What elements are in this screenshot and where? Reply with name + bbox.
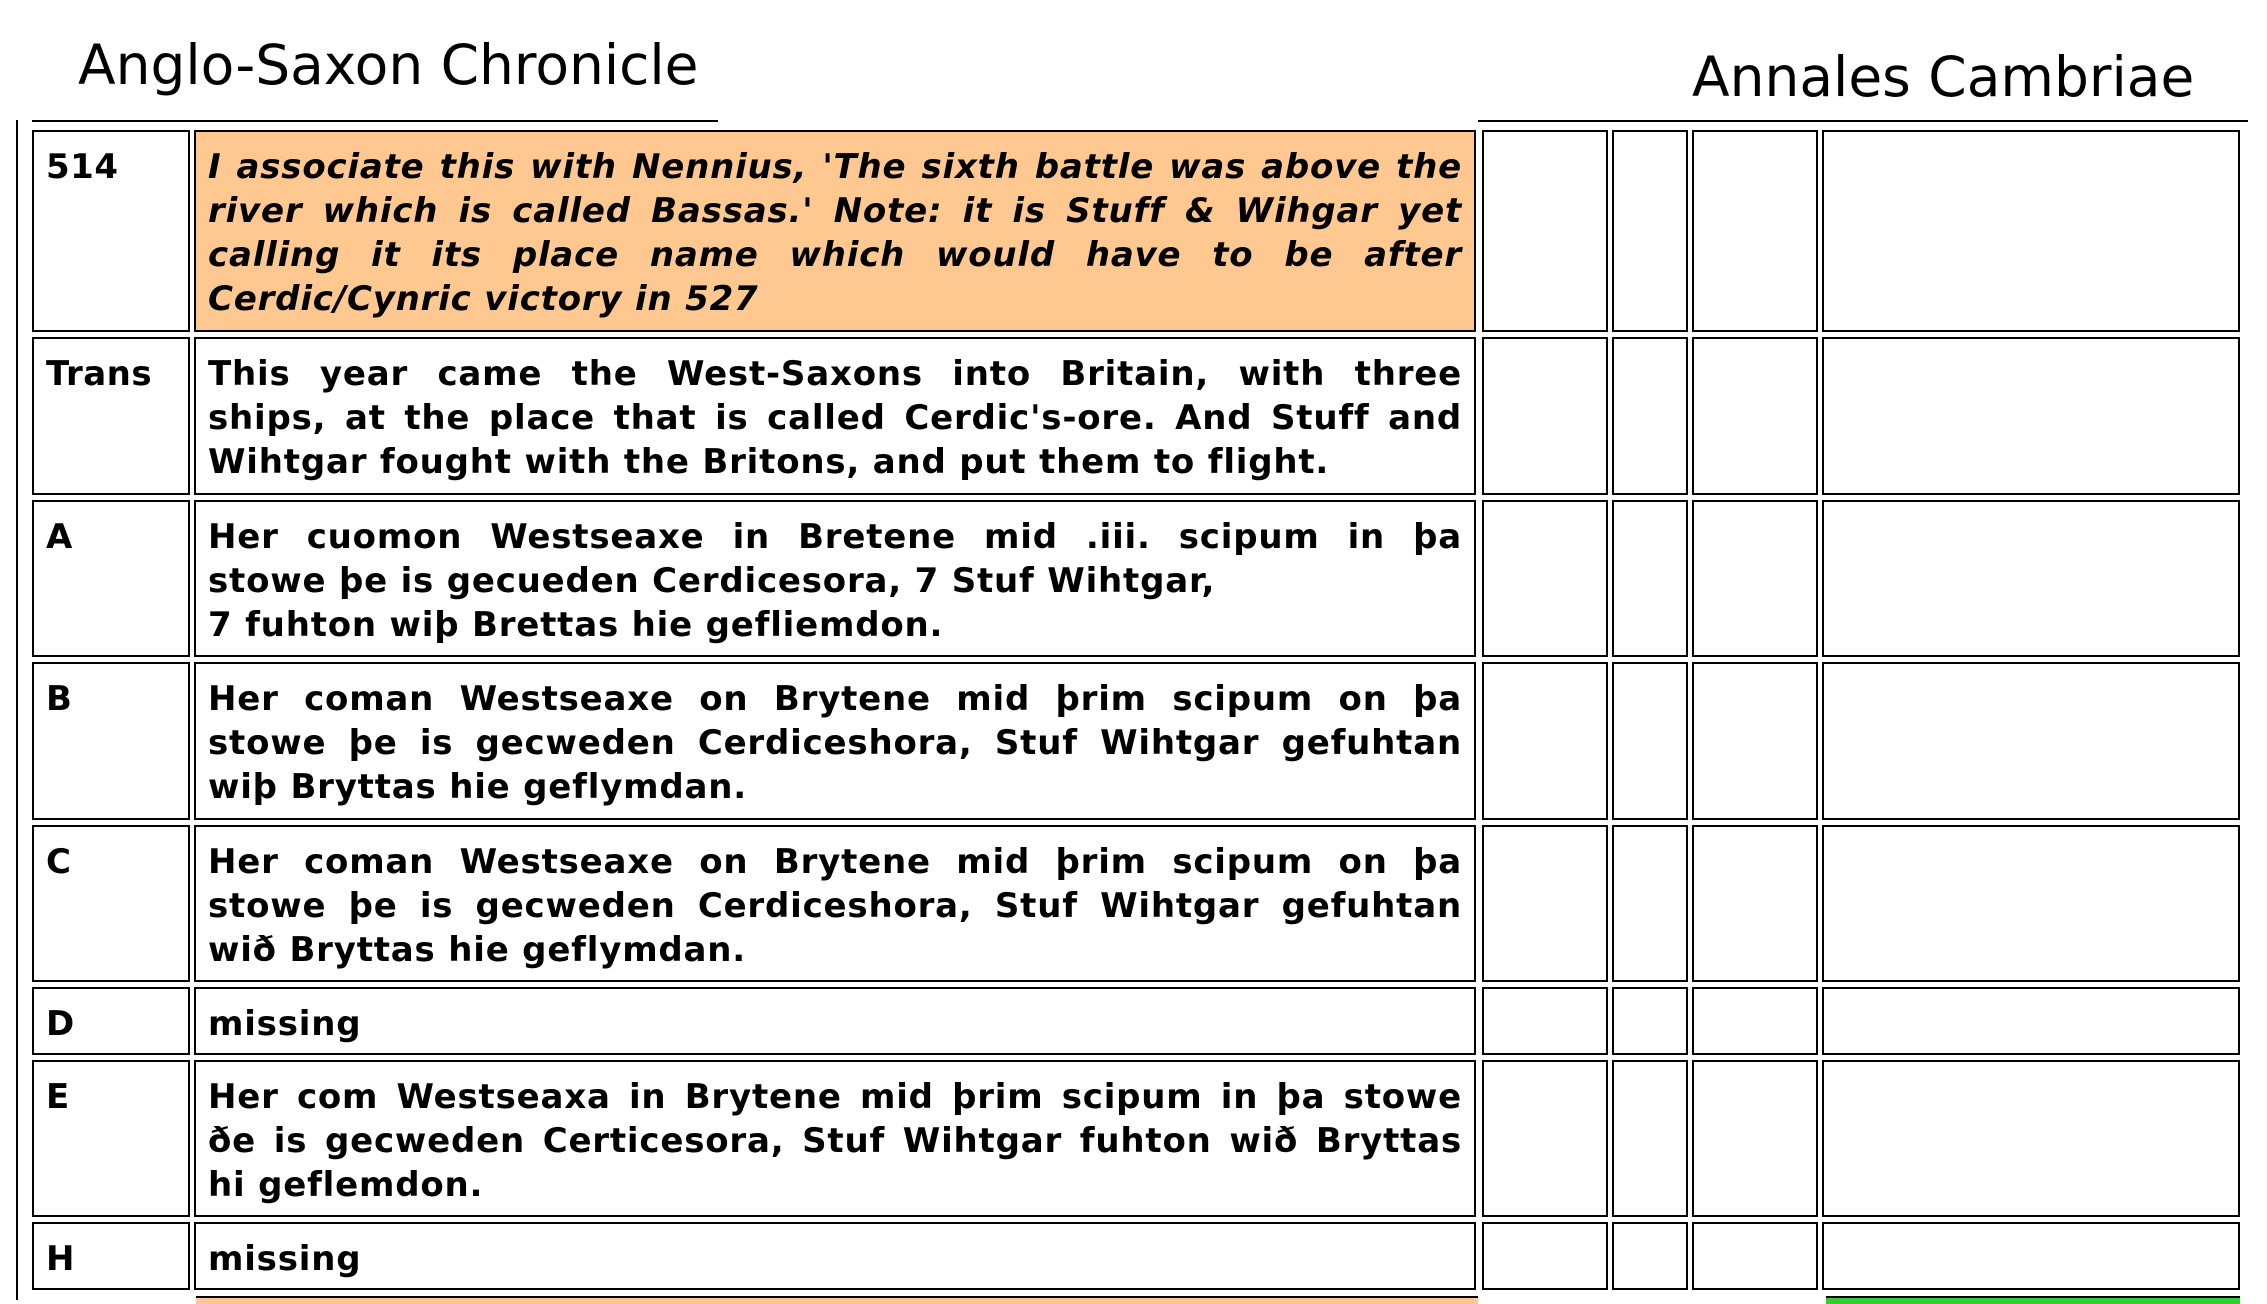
empty-cell bbox=[1692, 337, 1818, 495]
text-line: stowe þe is gecweden Cerdiceshora, Stuf Wihtgar gefuhtan bbox=[208, 723, 1462, 763]
row-label: D bbox=[32, 987, 190, 1055]
row-label: 514 bbox=[32, 130, 190, 332]
text-line: Her com Westseaxa in Brytene mid þrim scipum in þa stowe bbox=[208, 1077, 1462, 1117]
empty-cell bbox=[1822, 337, 2240, 495]
empty-cell bbox=[1822, 130, 2240, 332]
text-line: river which is called Bassas.' Note: it is Stuff & Wihgar yet bbox=[208, 191, 1462, 231]
empty-cell bbox=[1822, 825, 2240, 982]
empty-cell bbox=[1692, 987, 1818, 1055]
empty-cell bbox=[1612, 662, 1688, 820]
next-row-green-strip bbox=[1826, 1296, 2240, 1304]
table-outer-edge bbox=[16, 120, 18, 1300]
row-label: E bbox=[32, 1060, 190, 1217]
annales-cambriae-heading: Annales Cambriae bbox=[1692, 45, 2195, 109]
empty-cell bbox=[1822, 987, 2240, 1055]
anglo-saxon-chronicle-heading: Anglo-Saxon Chronicle bbox=[78, 33, 699, 97]
empty-cell bbox=[1482, 130, 1608, 332]
text-line: hi geflemdon. bbox=[208, 1165, 484, 1205]
table-top-rule-left bbox=[32, 120, 718, 122]
text-line: missing bbox=[208, 1239, 362, 1279]
chronicle-text-cell bbox=[194, 662, 1476, 820]
empty-cell bbox=[1692, 130, 1818, 332]
text-line: missing bbox=[208, 1004, 362, 1044]
text-line: wið Bryttas hie geflymdan. bbox=[208, 930, 747, 970]
text-line: Her coman Westseaxe on Brytene mid þrim scipum on þa bbox=[208, 842, 1462, 882]
chronicle-text-cell bbox=[194, 987, 1476, 1055]
empty-cell bbox=[1822, 1060, 2240, 1217]
next-row-note-strip bbox=[196, 1296, 1478, 1304]
text-line: calling it its place name which would have to be after bbox=[208, 235, 1462, 275]
text-line: This year came the West-Saxons into Britain, with three bbox=[208, 354, 1462, 394]
text-line: Her coman Westseaxe on Brytene mid þrim scipum on þa bbox=[208, 679, 1462, 719]
empty-cell bbox=[1692, 1222, 1818, 1290]
empty-cell bbox=[1612, 130, 1688, 332]
empty-cell bbox=[1482, 825, 1608, 982]
text-line: 7 fuhton wiþ Brettas hie gefliemdon. bbox=[208, 605, 944, 645]
empty-cell bbox=[1612, 337, 1688, 495]
text-line: Her cuomon Westseaxe in Bretene mid .iii. scipum in þa bbox=[208, 517, 1462, 557]
row-label: H bbox=[32, 1222, 190, 1290]
chronicle-text-cell bbox=[194, 1060, 1476, 1217]
chronicle-text-cell bbox=[194, 825, 1476, 982]
text-line: ðe is gecweden Certicesora, Stuf Wihtgar fuhton wið Bryttas bbox=[208, 1121, 1462, 1161]
empty-cell bbox=[1612, 1060, 1688, 1217]
text-line: ships, at the place that is called Cerdic's-ore. And Stuff and bbox=[208, 398, 1462, 438]
text-line: Wihtgar fought with the Britons, and put them to flight. bbox=[208, 442, 1330, 482]
empty-cell bbox=[1482, 662, 1608, 820]
empty-cell bbox=[1612, 1222, 1688, 1290]
empty-cell bbox=[1692, 1060, 1818, 1217]
row-label: A bbox=[32, 500, 190, 657]
empty-cell bbox=[1822, 500, 2240, 657]
text-line: I associate this with Nennius, 'The sixth battle was above the bbox=[208, 147, 1462, 187]
chronicle-text-cell bbox=[194, 1222, 1476, 1290]
empty-cell bbox=[1822, 662, 2240, 820]
row-label: B bbox=[32, 662, 190, 820]
empty-cell bbox=[1482, 500, 1608, 657]
text-line: stowe þe is gecweden Cerdiceshora, Stuf Wihtgar gefuhtan bbox=[208, 886, 1462, 926]
annotation-note-cell bbox=[194, 130, 1476, 332]
chronicle-text-cell bbox=[194, 500, 1476, 657]
empty-cell bbox=[1612, 825, 1688, 982]
chronicle-text-cell bbox=[194, 337, 1476, 495]
row-label: C bbox=[32, 825, 190, 982]
empty-cell bbox=[1692, 825, 1818, 982]
empty-cell bbox=[1822, 1222, 2240, 1290]
text-line: wiþ Bryttas hie geflymdan. bbox=[208, 767, 748, 807]
table-top-rule-right bbox=[1478, 120, 2248, 122]
empty-cell bbox=[1482, 337, 1608, 495]
empty-cell bbox=[1612, 500, 1688, 657]
text-line: Cerdic/Cynric victory in 527 bbox=[208, 279, 759, 319]
empty-cell bbox=[1692, 662, 1818, 820]
empty-cell bbox=[1482, 1060, 1608, 1217]
empty-cell bbox=[1482, 987, 1608, 1055]
empty-cell bbox=[1612, 987, 1688, 1055]
row-label: Trans bbox=[32, 337, 190, 495]
empty-cell bbox=[1482, 1222, 1608, 1290]
empty-cell bbox=[1692, 500, 1818, 657]
text-line: stowe þe is gecueden Cerdicesora, 7 Stuf Wihtgar, bbox=[208, 561, 1216, 601]
